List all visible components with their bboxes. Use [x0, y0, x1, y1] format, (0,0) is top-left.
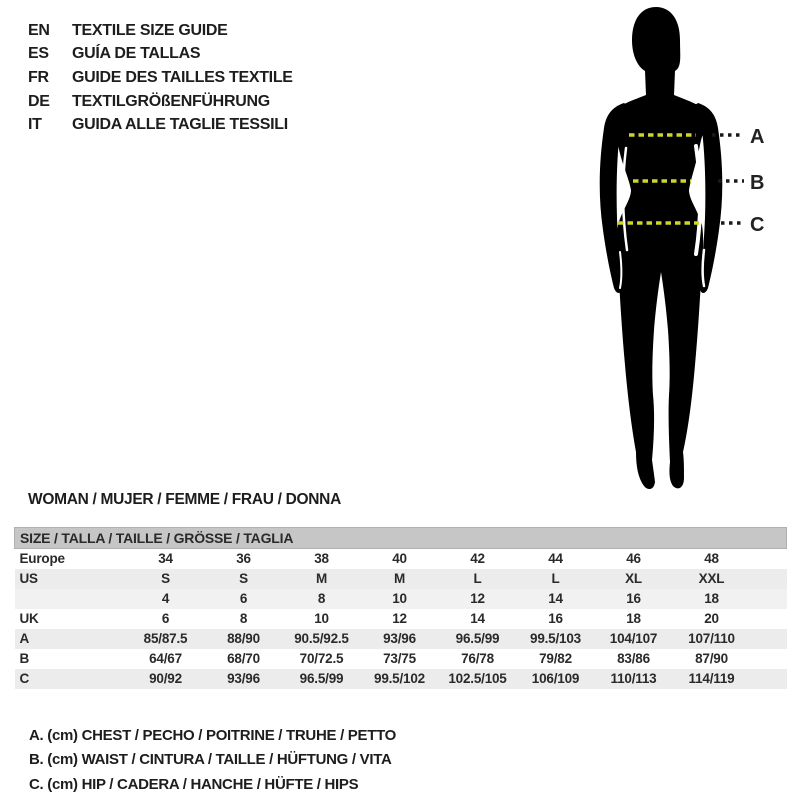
spacer-cell: [751, 549, 787, 569]
spacer-cell: [751, 589, 787, 609]
spacer-cell: [751, 569, 787, 589]
size-cell: 87/90: [695, 651, 728, 666]
language-row-it: [28, 113, 293, 137]
legend-chest: A. (cm) CHEST / PECHO / POITRINE / TRUHE / PETTO: [29, 726, 397, 744]
language-row-fr: [28, 66, 293, 90]
row-label: C: [19, 671, 30, 686]
row-label: [15, 589, 127, 609]
table-row-us: [15, 569, 787, 589]
table-row-chest: [15, 629, 787, 649]
row-label: B: [19, 651, 30, 666]
size-cell: 76/78: [461, 651, 494, 666]
size-cell: 16: [548, 611, 563, 626]
size-cell: 96.5/99: [299, 671, 344, 686]
language-code: FR: [28, 68, 49, 86]
size-cell: M: [315, 571, 328, 586]
size-cell: 20: [704, 611, 719, 626]
language-code: EN: [28, 21, 50, 39]
language-list: [28, 19, 293, 137]
size-table-header: SIZE / TALLA / TAILLE / GRÖSSE / TAGLIA: [15, 528, 787, 549]
language-code: DE: [28, 92, 50, 110]
size-cell: 16: [626, 591, 641, 606]
size-cell: 18: [626, 611, 641, 626]
language-row-de: [28, 90, 293, 114]
size-cell: 110/113: [610, 671, 657, 686]
arm-gap-highlight-right: [696, 146, 700, 254]
size-cell: 8: [239, 611, 248, 626]
row-label: US: [19, 571, 38, 586]
size-cell: 70/72.5: [299, 651, 344, 666]
size-cell: 12: [392, 611, 407, 626]
size-cell: 79/82: [539, 651, 572, 666]
table-row-hip: [15, 669, 787, 689]
size-cell: 64/67: [149, 651, 182, 666]
size-cell: 104/107: [609, 631, 658, 646]
size-table-header-row: [15, 528, 787, 549]
row-label: Europe: [19, 551, 65, 567]
waist-label: B: [750, 172, 765, 194]
size-cell: 6: [239, 591, 248, 606]
size-cell: 12: [470, 591, 485, 606]
measurement-figure: [560, 0, 800, 500]
language-title: TEXTILE SIZE GUIDE: [72, 21, 228, 39]
language-title: TEXTILGRÖßENFÜHRUNG: [72, 92, 270, 110]
language-row-en: [28, 19, 293, 43]
size-cell: 48: [704, 551, 719, 567]
size-cell: 8: [317, 591, 326, 606]
size-cell: 99.5/102: [374, 671, 425, 686]
size-cell: 42: [470, 551, 485, 567]
spacer-cell: [751, 669, 787, 689]
legend-waist: B. (cm) WAIST / CINTURA / TAILLE / HÜFTUNG / VITA: [29, 751, 392, 769]
legend-hip: C. (cm) HIP / CADERA / HANCHE / HÜFTE / HIPS: [29, 775, 359, 793]
table-row-uk: [15, 609, 787, 629]
size-cell: XXL: [698, 571, 725, 586]
size-cell: XL: [625, 571, 642, 586]
bust-label: A: [750, 126, 765, 148]
size-cell: 73/75: [383, 651, 416, 666]
size-cell: 10: [314, 611, 329, 626]
spacer-cell: [751, 629, 787, 649]
size-cell: 83/86: [617, 651, 650, 666]
size-cell: 38: [314, 551, 329, 567]
language-code: ES: [28, 45, 49, 63]
size-cell: 93/96: [227, 671, 260, 686]
spacer-cell: [751, 649, 787, 669]
size-cell: 36: [236, 551, 251, 567]
size-cell: 46: [626, 551, 641, 567]
size-cell: L: [551, 571, 560, 586]
size-cell: 90.5/92.5: [294, 631, 349, 646]
size-cell: 44: [548, 551, 563, 567]
size-cell: 114/119: [688, 671, 735, 686]
size-cell: 96.5/99: [455, 631, 500, 646]
language-title: GUIDA ALLE TAGLIE TESSILI: [72, 116, 288, 134]
size-cell: 93/96: [383, 631, 416, 646]
size-cell: 14: [548, 591, 563, 606]
size-cell: 34: [158, 551, 173, 567]
measurement-legend: [29, 723, 396, 797]
size-cell: S: [239, 571, 248, 586]
table-row-waist: [15, 649, 787, 669]
size-cell: L: [473, 571, 482, 586]
row-label: A: [19, 631, 30, 646]
size-cell: 90/92: [149, 671, 182, 686]
row-label: UK: [19, 611, 39, 626]
size-cell: 102.5/105: [448, 671, 507, 686]
size-cell: 40: [392, 551, 407, 567]
table-row-europe: [15, 549, 787, 569]
size-cell: 88/90: [227, 631, 260, 646]
size-cell: 18: [704, 591, 719, 606]
size-cell: 10: [392, 591, 407, 606]
size-cell: 99.5/103: [530, 631, 581, 646]
language-row-es: [28, 43, 293, 67]
size-table: [14, 527, 787, 689]
size-cell: 106/109: [531, 671, 580, 686]
section-title: WOMAN / MUJER / FEMME / FRAU / DONNA: [28, 491, 341, 508]
language-code: IT: [28, 116, 42, 134]
size-cell: 4: [161, 591, 170, 606]
table-row-us-numeric: [15, 589, 787, 609]
language-title: GUÍA DE TALLAS: [72, 45, 201, 63]
size-cell: 6: [161, 611, 170, 626]
hip-label: C: [750, 214, 765, 236]
size-cell: 68/70: [227, 651, 260, 666]
size-cell: 107/110: [688, 631, 735, 646]
hand-gap-highlight-right: [703, 250, 705, 286]
size-cell: S: [161, 571, 170, 586]
size-cell: 85/87.5: [143, 631, 188, 646]
language-title: GUIDE DES TAILLES TEXTILE: [72, 68, 293, 86]
spacer-cell: [751, 609, 787, 629]
size-cell: 14: [470, 611, 485, 626]
size-cell: M: [393, 571, 406, 586]
